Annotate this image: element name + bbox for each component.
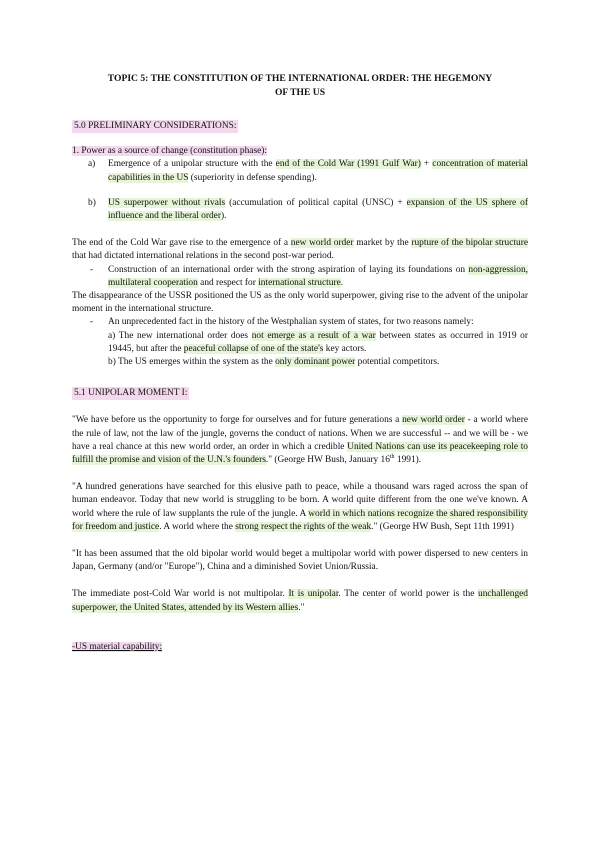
q2-text-1: "A hundred generations have searched for this elusive path to peace, while a thousand wars raged across the span of human endeavor. Today that new world is struggling to be born. A world quite different from the one we've known. A world where the rule of law supplants the rule of the jungle. A: [72, 482, 528, 519]
q4-highlight-2: unchallenged superpower, the United States, attended by its Western allies: [72, 589, 528, 613]
reason-a-highlight-2: peaceful collapse of one of the state's: [183, 343, 324, 354]
marker-b: b): [88, 197, 96, 208]
power-b-text-2: ).: [220, 211, 227, 222]
us-material-heading-wrap: [72, 641, 528, 654]
reason-a-text-1: a) The new international order does: [108, 330, 252, 341]
q1-text-1: "We have before us the opportunity to forge for ourselves and for future generations a: [72, 415, 403, 426]
power-a-text-1: Emergence of a unipolar structure with the: [108, 159, 276, 170]
us-material-heading: -US material capability:: [72, 641, 163, 652]
reason-a-text-2: between states as occurred in 1919 or 19445, but after the: [108, 330, 528, 354]
cw-d2-text: An unprecedented fact in the history of the Westphalian system of states, for two reasons namely:: [108, 317, 474, 328]
q1-highlight-1: new world order: [402, 415, 465, 426]
power-a-text-2: +: [420, 159, 433, 170]
q4-text-3: .": [298, 602, 305, 613]
q2-highlight-1: world in which nations recognize the shared responsibility for freedom and justice: [72, 508, 528, 532]
page-title: [72, 72, 528, 100]
reason-a-text-3: key actors.: [323, 343, 367, 354]
cw-text-2: market by the: [353, 238, 412, 249]
q2-text-3: ." (George HW Bush, Sept 11th 1991): [371, 521, 514, 532]
quote-3: "It has been assumed that the old bipolar world would beget a multipolar world with power dispersed to new centers in Japan, Germany (and/or "Europe"), China and a diminished Soviet Union/Russia.: [72, 549, 528, 573]
section-heading-5-0: 5.0 PRELIMINARY CONSIDERATIONS:: [72, 120, 238, 133]
ussr-paragraph: The disappearance of the USSR positioned the US as the only world superpower, giving rise to the advent of the unipolar moment in the international structure.: [72, 291, 528, 315]
title-line-1: TOPIC 5: THE CONSTITUTION OF THE INTERNATIONAL ORDER: THE HEGEMONY: [107, 73, 493, 84]
q1-superscript: th: [389, 453, 395, 460]
power-item-a: [72, 158, 528, 184]
q1-highlight-2: United Nations can use its peacekeeping role to fulfill the promise and vision of the U.N.'s founders: [72, 441, 528, 466]
section-heading-5-1: 5.1 UNIPOLAR MOMENT I:: [72, 387, 189, 400]
cw-highlight-1: new world order: [290, 238, 354, 249]
cw-dash-item-2: [72, 316, 528, 329]
q4-text-1: The immediate post-Cold War world is not multipolar.: [72, 589, 289, 600]
reason-b-text-1: b) The US emerges within the system as the: [108, 357, 276, 368]
cold-war-dash-list-2: [72, 316, 528, 329]
power-b-highlight-2: expansion of the US sphere of influence and the liberal order: [108, 197, 528, 222]
quote-4: [72, 588, 528, 614]
power-heading-text: 1. Power as a source of change (constitution phase):: [72, 146, 267, 157]
title-line-2: OF THE US: [274, 87, 326, 98]
q1-text-4: 1991).: [394, 455, 422, 466]
section-heading-5-1-wrap: [72, 387, 528, 400]
cw-d1-text-2: and respect for: [197, 277, 259, 288]
q1-text-3: ." (George HW Bush, January 16: [265, 455, 390, 466]
dash-marker: -: [90, 264, 94, 275]
cw-d1-text-1: Construction of an international order with the strong aspiration of laying its foundations on: [108, 264, 469, 275]
dash-marker: -: [90, 317, 94, 328]
reason-b-highlight-1: only dominant power: [275, 357, 356, 368]
cold-war-paragraph: [72, 237, 528, 263]
cw-dash-item-1: [72, 264, 528, 290]
q2-highlight-2: strong respect the rights of the weak: [235, 521, 372, 532]
reason-a: [72, 330, 528, 356]
q4-highlight-1: It is unipolar: [288, 589, 339, 600]
cw-text-1: The end of the Cold War gave rise to the emergence of a: [72, 238, 291, 249]
reason-a-highlight-1: not emerge as a result of a war: [251, 330, 376, 341]
cw-d1-highlight-2: international structure: [258, 277, 341, 288]
cw-text-3: that had dictated international relations in the second post-war period.: [72, 251, 334, 262]
power-b-text-1: (accumulation of political capital (UNSC) +: [225, 197, 407, 208]
power-list: [72, 158, 528, 223]
marker-a: a): [88, 159, 96, 170]
q4-text-2: . The center of world power is the: [338, 589, 478, 600]
power-heading: [72, 145, 528, 158]
quote-2: [72, 481, 528, 534]
cw-d1-text-3: .: [340, 277, 344, 288]
power-b-highlight-1: US superpower without rivals: [108, 197, 226, 208]
reason-b: [72, 356, 528, 369]
section-heading-5-0-wrap: [72, 120, 528, 133]
q1-text-2: - a world where the rule of law, not the law of the jungle, governs the conduct of nations. When we are successful -- and we will be - we have a real chance at this new world order, an order in which a credible: [72, 415, 528, 452]
power-a-highlight-2: concentration of material capabilities in the US: [108, 159, 528, 183]
power-a-highlight-1: end of the Cold War (1991 Gulf War): [275, 159, 421, 170]
q2-text-2: . A world where the: [159, 521, 236, 532]
cw-highlight-2: rupture of the bipolar structure: [411, 238, 528, 249]
power-a-text-3: (superiority in defense spending).: [188, 172, 317, 183]
cw-d1-highlight-1: non-aggression, multilateral cooperation: [108, 264, 528, 288]
power-item-b: [72, 197, 528, 223]
quote-1: [72, 414, 528, 467]
cold-war-dash-list-1: [72, 264, 528, 290]
reason-b-text-2: potential competitors.: [355, 357, 440, 368]
